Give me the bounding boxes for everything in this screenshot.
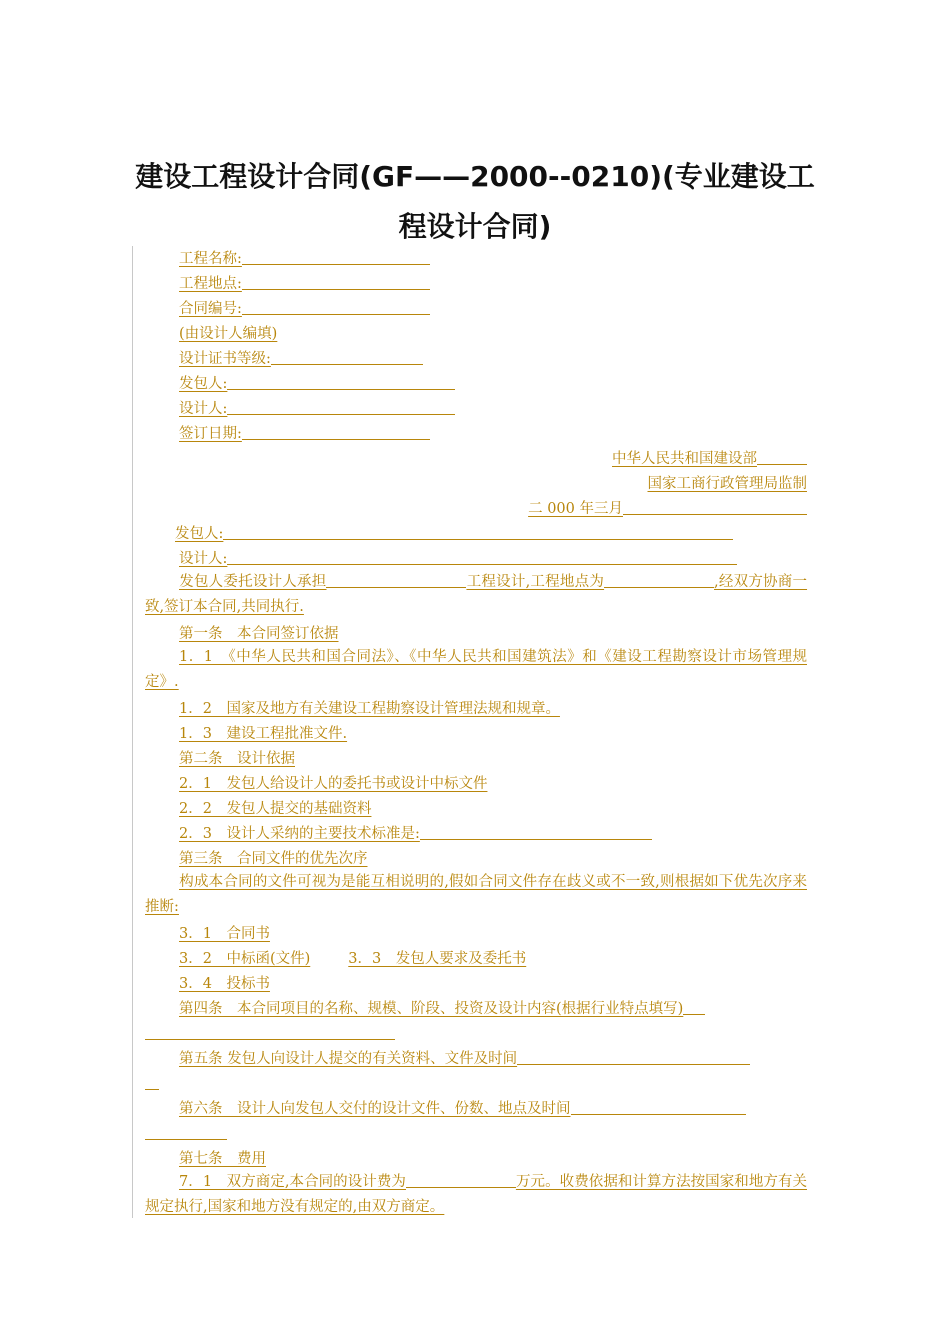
article-7-1: 7．1 双方商定,本合同的设计费为 万元。收费依据和计算方法按国家和地方有关规定执行,国家和地方没有规定的,由双方商定。 [145, 1174, 807, 1215]
margin-rule [132, 246, 133, 1218]
article-1-3: 1．3 建设工程批准文件. [179, 726, 348, 742]
article-2-1: 2．1 发包人给设计人的委托书或设计中标文件 [179, 776, 488, 792]
article-6-blank [145, 1123, 227, 1145]
page-title-line2: 程设计合同) [398, 210, 552, 243]
article-7-heading: 第七条 费用 [179, 1151, 266, 1167]
article-2-heading: 第二条 设计依据 [179, 751, 295, 767]
issuer-ministry: 中华人民共和国建设部 [612, 448, 807, 470]
article-3-4: 3．4 投标书 [179, 976, 270, 992]
article-4-blank [145, 1023, 395, 1045]
field-project-site: 工程地点: [145, 273, 430, 295]
article-4-heading: 第四条 本合同项目的名称、规模、阶段、投资及设计内容(根据行业特点填写) [145, 998, 705, 1020]
field-designer: 设计人: [145, 398, 455, 420]
article-2-2: 2．2 发包人提交的基础资料 [179, 801, 372, 817]
field-cert-level: 设计证书等级: [145, 348, 423, 370]
issuer-admin: 国家工商行政管理局监制 [647, 476, 807, 492]
field-sign-date: 签订日期: [145, 423, 430, 445]
article-3-paragraph: 构成本合同的文件可视为是能互相说明的,假如合同文件存在歧义或不一致,则根据如下优先次序来推断: [145, 874, 807, 915]
issue-date: 二 000 年三月 [528, 498, 807, 520]
article-6-heading: 第六条 设计人向发包人交付的设计文件、份数、地点及时间 [145, 1098, 746, 1120]
page-title-line1: 建设工程设计合同(GF——2000--0210)(专业建设工 [135, 160, 815, 193]
article-3-2-3: 3．2 中标函(文件) 3．3 发包人要求及委托书 [179, 951, 527, 967]
article-5-blank [145, 1073, 159, 1095]
article-1-heading: 第一条 本合同签订依据 [179, 626, 339, 642]
article-3-heading: 第三条 合同文件的优先次序 [179, 851, 368, 867]
field-project-name: 工程名称: [145, 248, 430, 270]
article-2-3: 2．3 设计人采纳的主要技术标准是: [145, 823, 652, 845]
article-5-heading: 第五条 发包人向设计人提交的有关资料、文件及时间 [145, 1048, 750, 1070]
article-3-1: 3．1 合同书 [179, 926, 270, 942]
intro-paragraph: 发包人委托设计人承担 工程设计,工程地点为 ,经双方协商一致,签订本合同,共同执行. [145, 574, 808, 615]
field-contract-no-note: (由设计人编填) [179, 326, 278, 342]
article-1-1: 1．1 《中华人民共和国合同法》、《中华人民共和国建筑法》和《建设工程勘察设计市场管理规定》. [145, 649, 807, 690]
party-employer: 发包人: [175, 523, 733, 545]
article-1-2: 1．2 国家及地方有关建设工程勘察设计管理法规和规章。 [179, 701, 560, 717]
field-employer: 发包人: [145, 373, 455, 395]
party-designer: 设计人: [145, 548, 737, 570]
field-contract-no: 合同编号: [145, 298, 430, 320]
